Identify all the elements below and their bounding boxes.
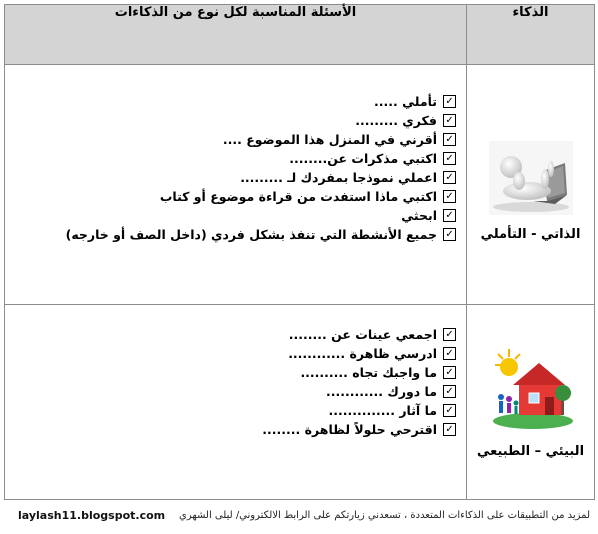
list-item: ✓ فكري ......... [5,111,456,130]
list-item: ✓ ادرسي ظاهرة ............ [5,344,456,363]
intelligence-header: الذكاء [467,5,595,65]
footer [4,502,594,529]
intelligence-cell [467,305,595,500]
checkbox-icon: ✓ [443,95,456,108]
checkbox-icon: ✓ [443,228,456,241]
list-item: ✓ ابحثي [5,206,456,225]
table-row-naturalist [5,305,595,500]
checkbox-icon: ✓ [443,152,456,165]
checkbox-icon: ✓ [443,385,456,398]
checkbox-icon: ✓ [443,328,456,341]
header-row [5,5,595,65]
checkbox-icon: ✓ [443,423,456,436]
intelligences-table [4,4,595,500]
list-item: ✓ اقترحي حلولاً لظاهرة ........ [5,420,456,439]
list-item: ✓ جميع الأنشطة التي تنفذ بشكل فردي (داخل الصف أو خارجه) [5,225,456,244]
list-item: ✓ ما دورك ............ [5,382,456,401]
questions-cell [5,65,467,305]
house-sun-family-icon [489,345,573,431]
list-item: ✓ أقرني في المنزل هذا الموضوع .... [5,130,456,149]
checkbox-icon: ✓ [443,190,456,203]
checkbox-icon: ✓ [443,114,456,127]
intelligence-label: البيئي – الطبيعي [476,444,585,459]
list-item: ✓ تأملي ..... [5,92,456,111]
checkbox-icon: ✓ [443,209,456,222]
questions-list [5,65,466,244]
footer-note: لمزيد من التطبيقات على الذكاءات المتعددة ، تسعدني زيارتكم على الرابط الالكتروني/ ليلى الشهري [179,510,590,521]
checkbox-icon: ✓ [443,347,456,360]
checkbox-icon: ✓ [443,133,456,146]
table-row-intrapersonal [5,65,595,305]
intelligence-cell [467,65,595,305]
list-item: ✓ اجمعي عينات عن ........ [5,325,456,344]
intelligence-label: الذاتي - التأملي [480,227,581,242]
person-with-laptop-icon [489,141,573,215]
footer-site-link[interactable]: laylash11.blogspot.com [18,509,166,522]
checkbox-icon: ✓ [443,404,456,417]
checkbox-icon: ✓ [443,171,456,184]
list-item: ✓ ما آثار .............. [5,401,456,420]
questions-header: الأسئلة المناسبة لكل نوع من الذكاءات [5,5,467,65]
list-item: ✓ اكتبي مذكرات عن........ [5,149,456,168]
questions-list [5,305,466,439]
list-item: ✓ اكتبي ماذا استفدت من قراءة موضوع أو كتاب [5,187,456,206]
list-item: ✓ اعملي نموذجا بمفردك لـ ......... [5,168,456,187]
checkbox-icon: ✓ [443,366,456,379]
list-item: ✓ ما واجبك تجاه .......... [5,363,456,382]
questions-cell [5,305,467,500]
